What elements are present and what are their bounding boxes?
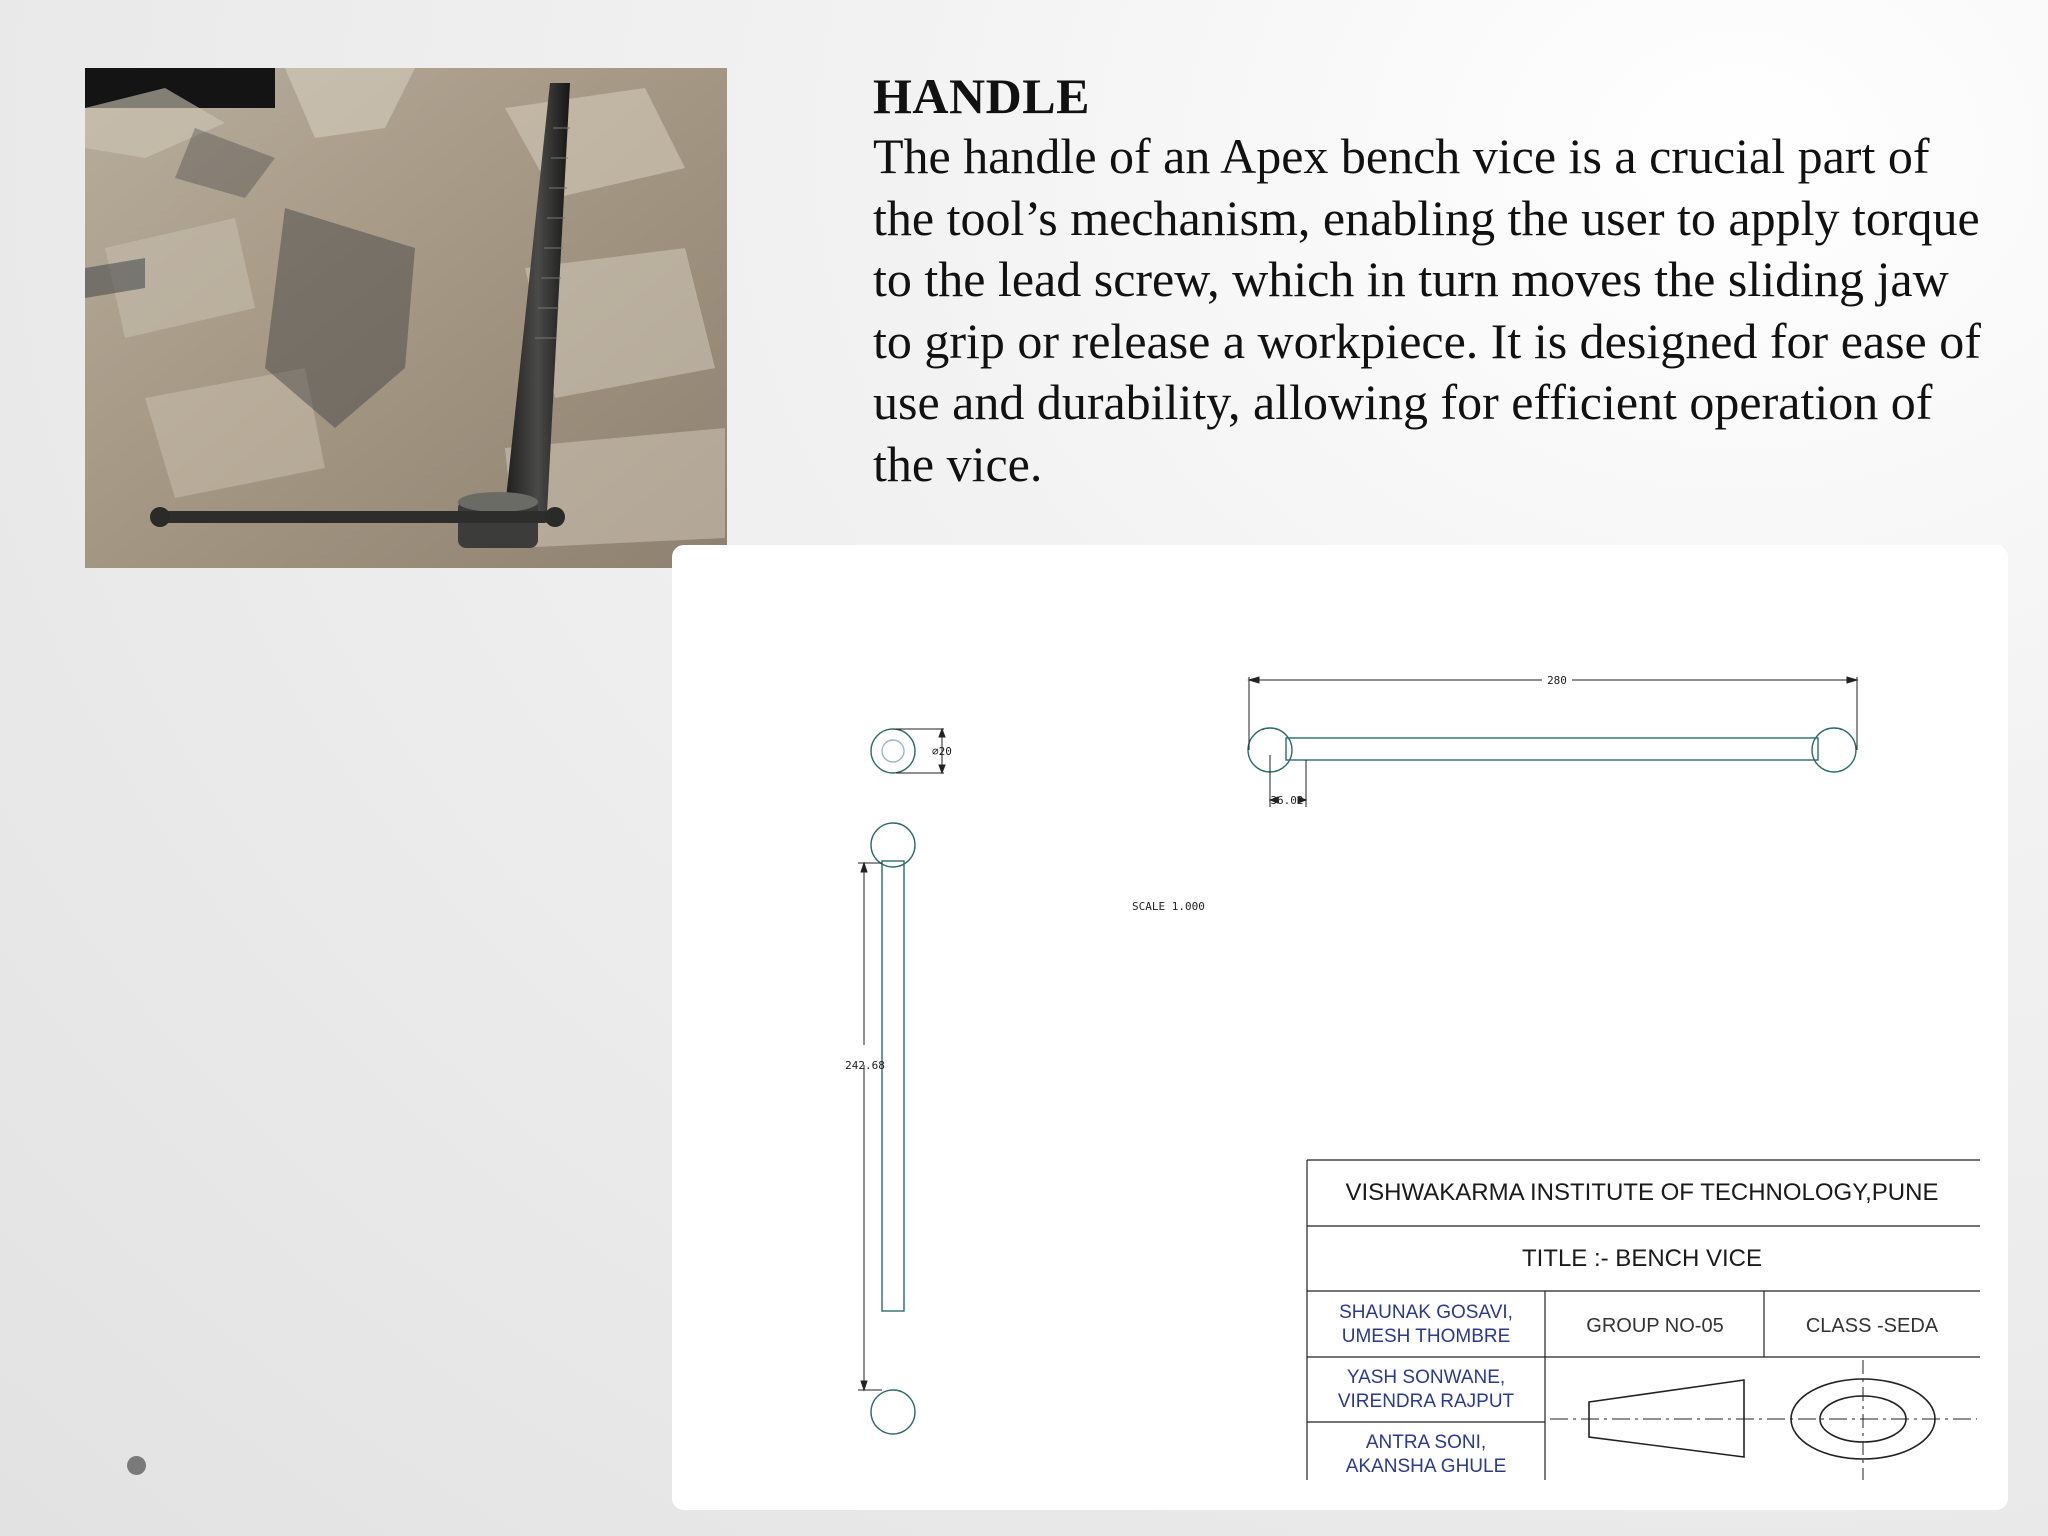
member-row-2-line-1: YASH SONWANE,: [1346, 1367, 1506, 1388]
slide-text: [873, 66, 1993, 495]
member-row-1-line-2: UMESH THOMBRE: [1341, 1326, 1511, 1347]
drawing-title: TITLE :- BENCH VICE: [1521, 1245, 1763, 1272]
slide-bullet: [127, 1456, 146, 1475]
slide-heading: HANDLE: [873, 68, 1090, 124]
institute-name: VISHWAKARMA INSTITUTE OF TECHNOLOGY,PUNE: [1345, 1179, 1939, 1206]
scale-label: SCALE 1.000: [1132, 900, 1205, 913]
horizontal-rod: [1286, 738, 1818, 760]
handle-photo: [85, 68, 727, 568]
end-view-circle: [871, 729, 915, 773]
projection-symbol: [1550, 1360, 1977, 1480]
slide-body: The handle of an Apex bench vice is a crucial part of the tool’s mechanism, enabling the user to apply torque to the lead screw, which in turn moves the sliding jaw to grip or release a workpiece. It is designed for ease of use and durability, allowing for efficient operation of the vice.: [873, 128, 1981, 492]
dim-diameter-label: ⌀20: [932, 745, 952, 758]
group-number: GROUP NO-05: [1586, 1315, 1724, 1337]
technical-drawing: [672, 545, 2008, 1510]
dim-length-label: 280: [1547, 674, 1567, 687]
member-row-2-line-2: VIRENDRA RAJPUT: [1337, 1391, 1515, 1412]
member-row-3-line-1: ANTRA SONI,: [1365, 1432, 1487, 1453]
member-row-1-line-1: SHAUNAK GOSAVI,: [1339, 1302, 1513, 1323]
dim-vertical-label: 242.68: [845, 1059, 885, 1072]
drawing-canvas: [672, 545, 2008, 1510]
dim-offset-label: 36.02: [1270, 794, 1304, 807]
title-block: [1307, 1160, 1980, 1480]
class-name: CLASS -SEDA: [1805, 1315, 1939, 1337]
end-view-inner-circle: [882, 740, 904, 762]
vertical-rod: [882, 861, 904, 1311]
member-row-3-line-2: AKANSHA GHULE: [1345, 1456, 1507, 1477]
handle-photo-illustration: [85, 68, 727, 568]
vertical-bottom-ball: [871, 1390, 915, 1434]
